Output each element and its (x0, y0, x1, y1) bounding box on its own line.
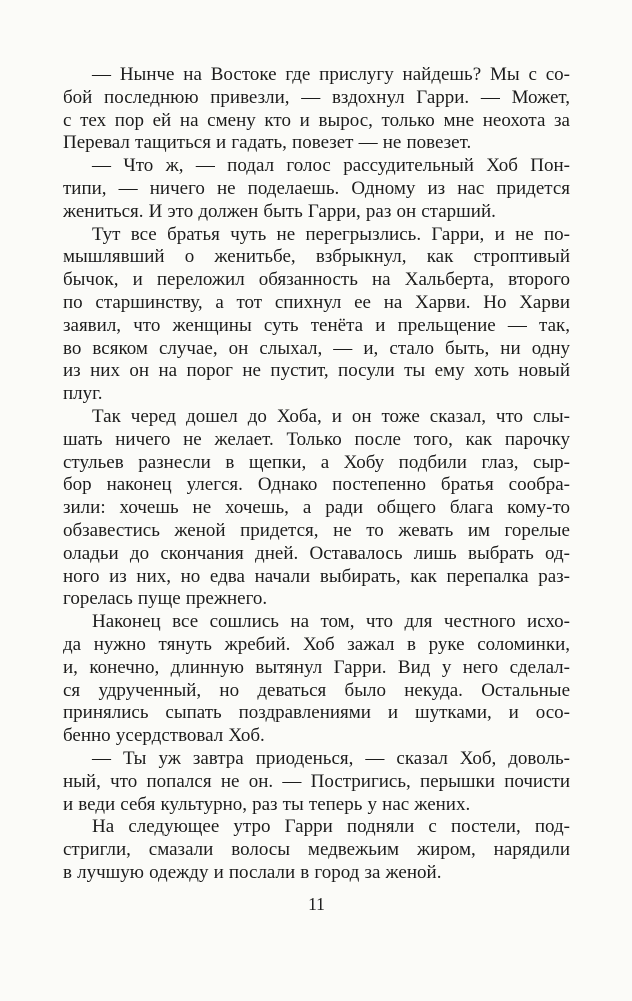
text-line: бенно усердствовал Хоб. (63, 725, 265, 747)
text-line: обзавестись женой придется, не то жевать им горелые (63, 519, 570, 541)
text-line: зили: хочешь не хочешь, а ради общего блага кому-то (63, 497, 570, 519)
paragraph (63, 748, 570, 816)
text-line: Наконец все сошлись на том, что для честного исхо- (92, 611, 570, 633)
paragraph (63, 64, 570, 155)
text-line: бор наконец улегся. Однако постепенно братья сообра- (63, 474, 570, 496)
text-line: На следующее утро Гарри подняли с постели, под- (92, 816, 570, 838)
text-line: жениться. И это должен быть Гарри, раз он старший. (63, 200, 496, 222)
text-line: мышлявший о женитьбе, взбрыкнул, как строптивый (63, 246, 570, 268)
text-block (63, 64, 570, 885)
text-line: в лучшую одежду и послали в город за женой. (63, 861, 442, 883)
text-line: из них он на порог не пустит, посули ты ему хоть новый (63, 360, 570, 382)
text-line: по старшинству, а тот спихнул ее на Харви. Но Харви (63, 291, 570, 313)
paragraph (63, 816, 570, 884)
text-line: ный, что попался не он. — Постригись, перышки почисти (63, 770, 570, 792)
text-line: горелась пуще прежнего. (63, 588, 268, 610)
text-line: заявил, что женщины суть тенёта и прельщение — так, (63, 314, 570, 336)
text-line: — Что ж, — подал голос рассудительный Хоб Пон- (92, 155, 570, 177)
text-line: бычок, и переложил обязанность на Хальберта, второго (63, 269, 570, 291)
text-line: оладьи до скончания дней. Оставалось лишь выбрать од- (63, 542, 570, 564)
text-line: Так черед дошел до Хоба, и он тоже сказал, что слы- (92, 405, 570, 427)
text-line: да нужно тянуть жребий. Хоб зажал в руке соломинки, (63, 633, 570, 655)
text-line: ся удрученный, но деваться было некуда. Остальные (63, 679, 570, 701)
text-line: — Нынче на Востоке где прислугу найдешь? Мы с со- (92, 64, 570, 85)
text-line: шать ничего не желает. Только после того, как парочку (63, 428, 570, 450)
text-line: Тут все братья чуть не перегрызлись. Гарри, и не по- (92, 223, 570, 245)
text-line: — Ты уж завтра приоденься, — сказал Хоб, доволь- (92, 747, 570, 769)
text-line: во всяком случае, он слыхал, — и, стало быть, ни одну (63, 337, 570, 359)
text-line: Перевал тащиться и гадать, повезет — не повезет. (63, 132, 472, 154)
paragraph (63, 406, 570, 611)
text-line: принялись сыпать поздравлениями и шутками, и осо- (63, 702, 570, 724)
text-line: и, конечно, длинную вытянул Гарри. Вид у него сделал- (63, 656, 570, 678)
text-line: и веди себя культурно, раз ты теперь у нас жених. (63, 793, 471, 815)
text-line: стригли, смазали волосы медвежьим жиром, нарядили (63, 839, 570, 861)
text-line: типи, — ничего не поделаешь. Одному из нас придется (63, 177, 570, 199)
paragraph (63, 611, 570, 748)
page-number: 11 (308, 893, 325, 914)
text-line: бой последнюю привезли, — вздохнул Гарри. — Может, (63, 86, 570, 108)
paragraph (63, 224, 570, 406)
text-line: ного из них, но едва начали выбирать, как перепалка раз- (63, 565, 570, 587)
text-line: стульев разнесли в щепки, а Хобу подбили глаз, сыр- (63, 451, 570, 473)
paragraph (63, 155, 570, 223)
text-line: с тех пор ей на смену кто и вырос, только мне неохота за (63, 109, 570, 131)
text-line: плуг. (63, 383, 103, 405)
